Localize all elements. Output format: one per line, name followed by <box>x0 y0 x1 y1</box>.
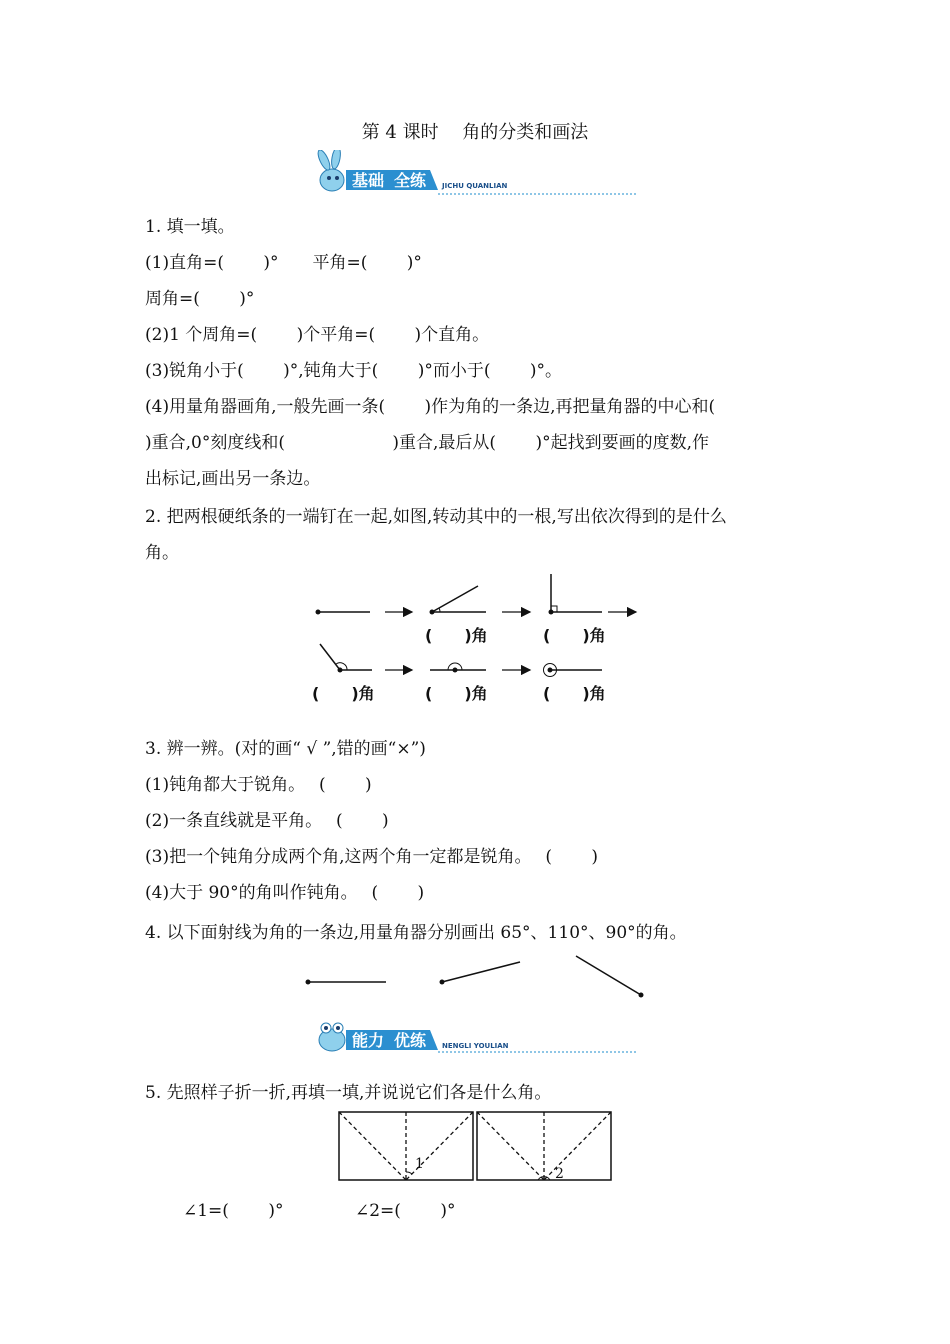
q1-line-2: 周角=( )° <box>145 289 255 309</box>
angle-label-straight: ( )角 <box>425 684 488 703</box>
q1-line-4: (3)锐角小于( )°,钝角大于( )°而小于( )°。 <box>145 361 562 381</box>
q1-line-3: (2)1 个周角=( )个平角=( )个直角。 <box>145 325 490 345</box>
folding-diagram <box>335 1108 617 1184</box>
folded-rectangle-1 <box>339 1112 473 1180</box>
obtuse-angle-figure <box>320 644 372 673</box>
full-angle-figure <box>544 664 603 677</box>
rabbit-mascot-icon <box>316 150 344 191</box>
angle-label-full: ( )角 <box>543 684 606 703</box>
section-banner-basic <box>310 150 640 204</box>
q5-answer-1: ∠1=( )° <box>183 1201 284 1221</box>
frog-mascot-icon <box>319 1023 345 1051</box>
q3-item-4: (4)大于 90°的角叫作钝角。 ( ) <box>145 883 425 903</box>
banner-highlight: 优练 <box>394 1031 427 1050</box>
q1-line-5: (4)用量角器画角,一般先画一条( )作为角的一条边,再把量角器的中心和( <box>145 397 716 417</box>
banner-subtitle: JICHU QUANLIAN <box>442 182 508 190</box>
q1-line-7: 出标记,画出另一条边。 <box>145 469 321 489</box>
q4-heading: 4. 以下面射线为角的一条边,用量角器分别画出 65°、110°、90°的角。 <box>145 923 687 943</box>
straight-angle-figure <box>430 663 486 673</box>
q1-line-6: )重合,0°刻度线和( )重合,最后从( )°起找到要画的度数,作 <box>145 433 709 453</box>
q3-item-3: (3)把一个钝角分成两个角,这两个角一定都是锐角。 ( ) <box>145 847 599 867</box>
banner-highlight: 全练 <box>394 171 427 190</box>
q1-heading: 1. 填一填。 <box>145 217 235 237</box>
q3-item-2: (2)一条直线就是平角。 ( ) <box>145 811 389 831</box>
banner-main: 基础 <box>352 171 385 190</box>
q5-heading: 5. 先照样子折一折,再填一填,并说说它们各是什么角。 <box>145 1083 552 1103</box>
angle-label-right: ( )角 <box>543 626 606 645</box>
folded-rectangle-2 <box>477 1112 611 1182</box>
angle-label-obtuse: ( )角 <box>312 684 375 703</box>
angle-label-acute: ( )角 <box>425 626 488 645</box>
page-title: 第 4 课时 角的分类和画法 <box>361 122 589 143</box>
angle-mark-1: 1 <box>415 1156 424 1172</box>
right-angle-figure <box>549 574 603 615</box>
banner-main: 能力 <box>352 1031 385 1050</box>
q5-answer-2: ∠2=( )° <box>355 1201 456 1221</box>
q1-line-1: (1)直角=( )° 平角=( )° <box>145 253 422 273</box>
rays-diagram <box>300 950 650 1002</box>
q2-line-2: 角。 <box>145 543 179 563</box>
zero-angle-figure <box>316 610 371 615</box>
angle-mark-2: 2 <box>555 1166 564 1182</box>
q2-line-1: 2. 把两根硬纸条的一端钉在一起,如图,转动其中的一根,写出依次得到的是什么 <box>145 507 727 527</box>
q3-item-1: (1)钝角都大于锐角。 ( ) <box>145 775 372 795</box>
acute-angle-figure <box>430 586 487 615</box>
banner-subtitle: NENGLI YOULIAN <box>442 1042 509 1050</box>
section-banner-ability <box>310 1014 640 1064</box>
q3-heading: 3. 辨一辨。(对的画“ √ ”,错的画“×”) <box>145 739 426 759</box>
